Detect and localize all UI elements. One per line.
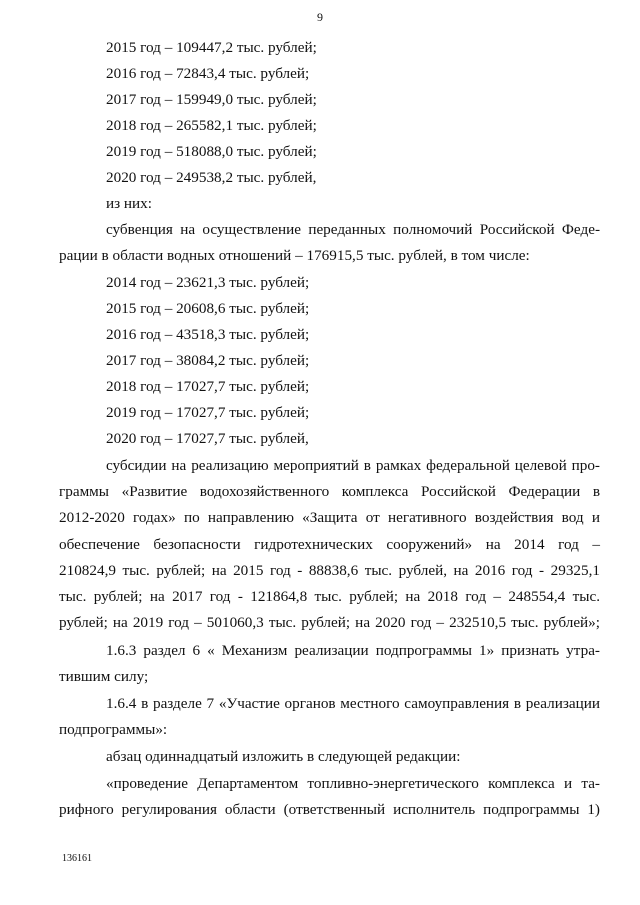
text-line: абзац одиннадцатый изложить в следующей редакции: <box>106 748 461 765</box>
text-line: тыс. рублей; на 2017 год - 121864,8 тыс. рублей; на 2018 год – 248554,4 тыс. <box>59 588 600 605</box>
text-line: 2018 год – 17027,7 тыс. рублей; <box>106 378 310 395</box>
text-line: 2020 год – 17027,7 тыс. рублей, <box>106 430 309 447</box>
text-line: 2018 год – 265582,1 тыс. рублей; <box>106 117 317 134</box>
text-line: подпрограммы»: <box>59 721 168 738</box>
text-line: 2017 год – 38084,2 тыс. рублей; <box>106 352 310 369</box>
text-line: 2014 год – 23621,3 тыс. рублей; <box>106 274 310 291</box>
document-code: 136161 <box>62 853 92 864</box>
text-line: субвенция на осуществление переданных полномочий Российской Феде- <box>106 221 600 238</box>
text-line: 2016 год – 43518,3 тыс. рублей; <box>106 326 310 343</box>
page-number: 9 <box>317 10 323 24</box>
text-line: 2020 год – 249538,2 тыс. рублей, <box>106 169 317 186</box>
text-line: 1.6.4 в разделе 7 «Участие органов местного самоуправления в реализации <box>106 695 600 712</box>
text-line: 2015 год – 20608,6 тыс. рублей; <box>106 300 310 317</box>
text-line: тившим силу; <box>59 668 149 685</box>
text-line: 210824,9 тыс. рублей; на 2015 год - 88838,6 тыс. рублей, на 2016 год - 29325,1 <box>59 562 600 579</box>
text-line: 2019 год – 518088,0 тыс. рублей; <box>106 143 317 160</box>
text-line: 2016 год – 72843,4 тыс. рублей; <box>106 65 310 82</box>
text-line: 2012-2020 годах» по направлению «Защита от негативного воздействия вод и <box>59 509 600 526</box>
text-line: рации в области водных отношений – 176915,5 тыс. рублей, в том числе: <box>59 247 530 264</box>
text-line: из них: <box>106 195 152 212</box>
text-line: рублей; на 2019 год – 501060,3 тыс. рублей; на 2020 год – 232510,5 тыс. рублей»; <box>59 614 600 631</box>
text-line: обеспечение безопасности гидротехнических сооружений» на 2014 год – <box>59 536 600 553</box>
text-line: 1.6.3 раздел 6 « Механизм реализации подпрограммы 1» признать утра- <box>106 642 600 659</box>
text-line: 2015 год – 109447,2 тыс. рублей; <box>106 39 317 56</box>
text-line: 2017 год – 159949,0 тыс. рублей; <box>106 91 317 108</box>
text-line: субсидии на реализацию мероприятий в рамках федеральной целевой про- <box>106 457 600 474</box>
text-line: рифного регулирования области (ответственный исполнитель подпрограммы 1) <box>59 801 600 818</box>
text-line: «проведение Департаментом топливно-энергетического комплекса и та- <box>106 775 600 792</box>
text-line: граммы «Развитие водохозяйственного комплекса Российской Федерации в <box>59 483 600 500</box>
text-line: 2019 год – 17027,7 тыс. рублей; <box>106 404 310 421</box>
